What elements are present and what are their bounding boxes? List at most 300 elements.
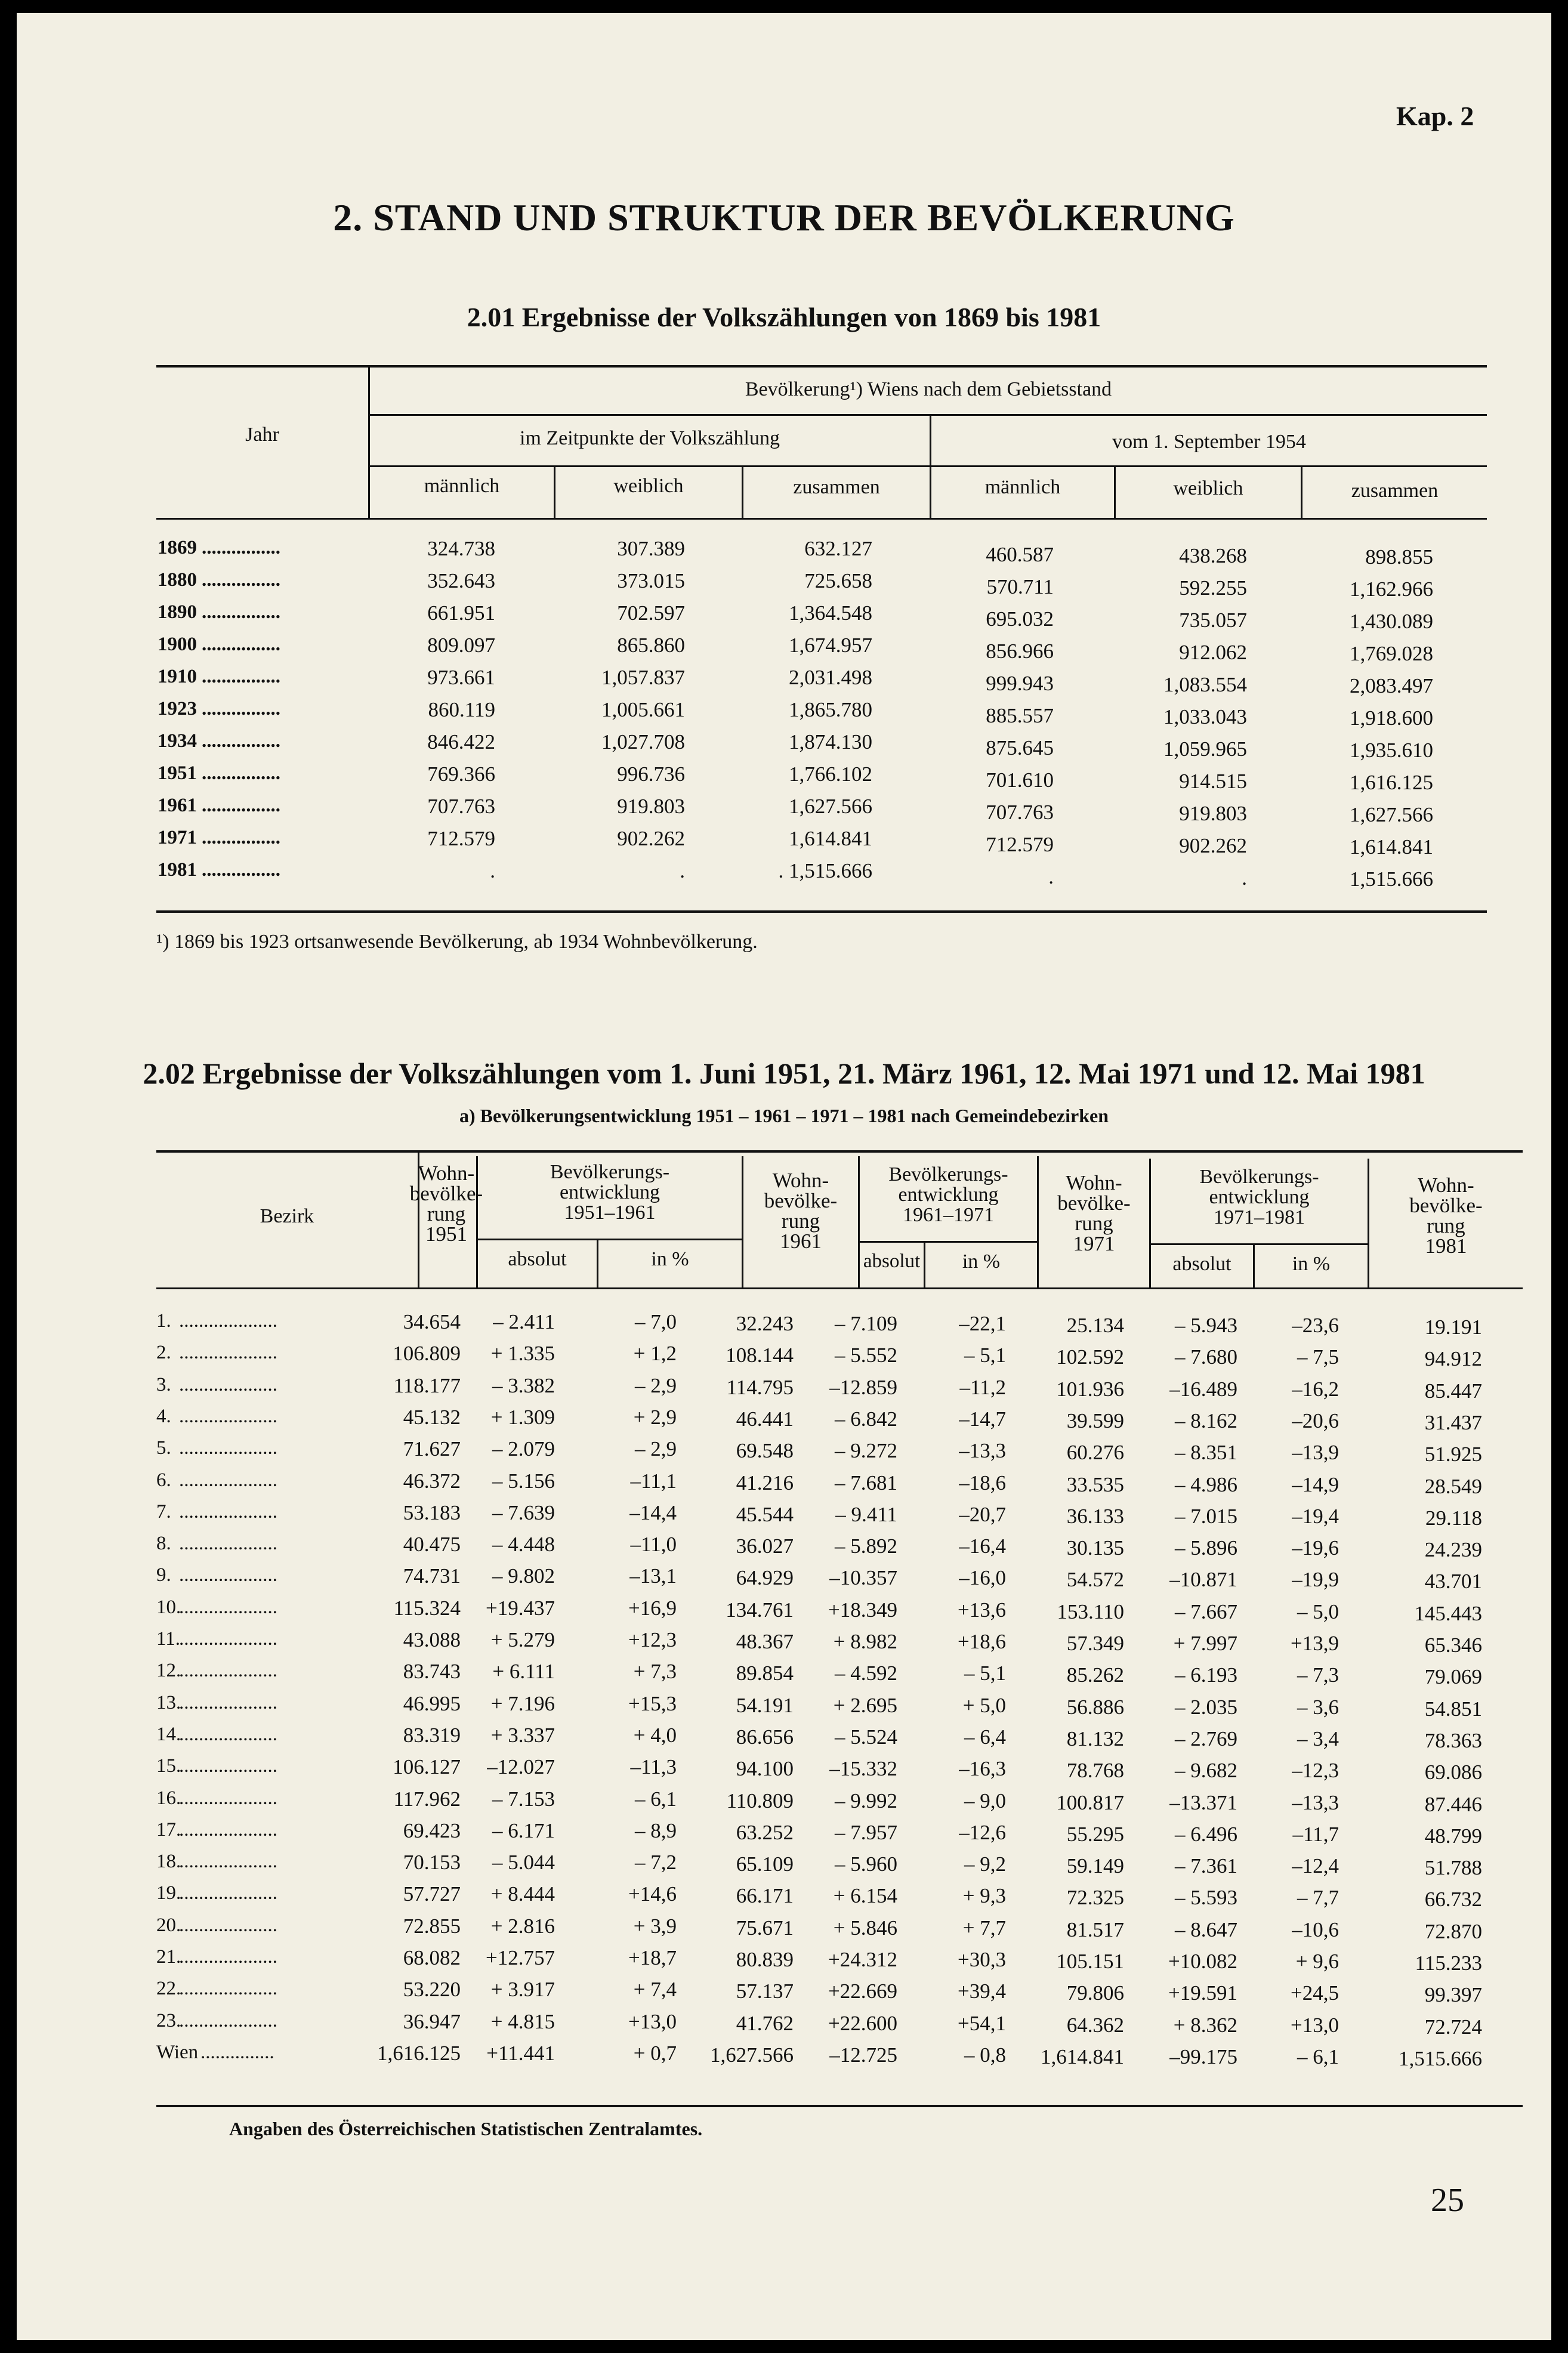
table2-cell: + 2.695: [833, 1693, 897, 1717]
leader-dots: ....................: [179, 1373, 277, 1395]
table2-cell: –22,1: [959, 1312, 1006, 1335]
table1-cell: 632.127: [804, 537, 872, 560]
table2-cell: – 7,2: [635, 1851, 677, 1875]
year-label: 1923: [158, 698, 197, 720]
leader-dots: ....................: [179, 1660, 277, 1682]
table1-cell: 707.763: [986, 801, 1054, 824]
bezirk-label: 20.: [156, 1914, 181, 1936]
table2-cell: 65.346: [1424, 1633, 1482, 1657]
table1-cell: 702.597: [617, 601, 685, 625]
table2-cell: –10.871: [1169, 1568, 1237, 1592]
table2-cell: + 4.815: [490, 2009, 555, 2033]
year-label: 1971: [158, 827, 197, 848]
table2-cell: + 6.111: [492, 1660, 555, 1684]
bezirk-label: 1.: [156, 1310, 171, 1332]
table2-cell: – 5.593: [1175, 1886, 1237, 1910]
table2-cell: –19,4: [1292, 1504, 1339, 1528]
table1-title: 2.01 Ergebnisse der Volkszählungen von 1869 bis 1981: [467, 302, 1101, 332]
leader-dots: ................: [202, 762, 280, 784]
table2-cell: +19.437: [486, 1596, 555, 1620]
table2-cell: 74.731: [403, 1564, 461, 1588]
table2-cell: 54.191: [736, 1693, 794, 1717]
table2-cell: 54.851: [1424, 1697, 1482, 1721]
table2-cell: 48.367: [736, 1630, 794, 1653]
bezirk-label: 14.: [156, 1723, 181, 1745]
table2-cell: –20,7: [959, 1502, 1006, 1526]
col-maennlich-a: männlich: [424, 475, 500, 497]
table2-cell: 54.572: [1066, 1568, 1124, 1592]
table2-cell: – 8.351: [1175, 1441, 1237, 1465]
table2-title: 2.02 Ergebnisse der Volkszählungen vom 1. Juni 1951, 21. März 1961, 12. Mai 1971 und 12. Mai 1981: [143, 1057, 1425, 1090]
table2-cell: 1,614.841: [1041, 2045, 1124, 2068]
table1-cell: 856.966: [986, 640, 1054, 663]
bezirk-label: Wien: [156, 2041, 199, 2063]
table2-cell: +18,7: [628, 1946, 677, 1969]
table1-cell: 460.587: [986, 543, 1054, 566]
table2-cell: + 4,0: [633, 1723, 677, 1747]
leader-dots: ....................: [179, 1946, 277, 1968]
table2-cell: 41.216: [736, 1471, 794, 1494]
table2-cell: 72.724: [1424, 2015, 1482, 2039]
table2-cell: + 8.982: [833, 1630, 897, 1653]
table1-cell: 912.062: [1179, 641, 1247, 664]
table2-cell: –11,1: [630, 1469, 677, 1493]
table2-cell: 46.995: [403, 1691, 461, 1715]
table2-cell: 63.252: [736, 1820, 794, 1844]
table2-cell: 66.732: [1424, 1888, 1482, 1912]
table2-cell: –12,4: [1292, 1854, 1339, 1878]
table1-cell: 1,430.089: [1350, 610, 1433, 633]
table1-cell: 1,005.661: [601, 698, 685, 721]
table2-cell: – 4.592: [835, 1662, 897, 1685]
table2-cell: 36.133: [1066, 1504, 1124, 1528]
leader-dots: ................: [202, 859, 280, 881]
bezirk-label: 7.: [156, 1500, 171, 1523]
dev-1951-1961-header: Bevölkerungs- entwicklung 1951–1961: [550, 1161, 670, 1224]
col-bezirk-header: Bezirk: [260, 1205, 314, 1227]
leader-dots: ....................: [179, 1914, 277, 1936]
table2-cell: 69.423: [403, 1818, 461, 1842]
table2-cell: 64.362: [1066, 2013, 1124, 2037]
table2-cell: –11,7: [1292, 1822, 1339, 1846]
table2-cell: + 7,3: [633, 1660, 677, 1684]
table2-cell: 99.397: [1424, 1983, 1482, 2007]
table2-cell: – 5.892: [835, 1534, 897, 1558]
table2-cell: 105.151: [1056, 1950, 1124, 1973]
table1-footnote: ¹) 1869 bis 1923 ortsanwesende Bevölkerung, ab 1934 Wohnbevölkerung.: [156, 931, 758, 953]
table2-cell: +12.757: [486, 1946, 555, 1969]
bezirk-label: 8.: [156, 1533, 171, 1555]
table2-cell: 106.809: [393, 1342, 461, 1366]
table1-cell: 735.057: [1179, 609, 1247, 632]
table1-cell: 875.645: [986, 736, 1054, 759]
table2-cell: 39.599: [1066, 1409, 1124, 1432]
table2-cell: 83.743: [403, 1660, 461, 1684]
table1-cell: 973.661: [427, 666, 495, 689]
table1-cell: 1,027.708: [601, 730, 685, 754]
table2-cell: – 7,0: [635, 1310, 677, 1333]
bezirk-label: 13.: [156, 1691, 181, 1713]
table1-cell: 307.389: [617, 537, 685, 560]
table2-cell: 72.855: [403, 1914, 461, 1938]
table2-cell: –13,1: [629, 1564, 677, 1588]
table2-cell: –12.027: [487, 1755, 555, 1779]
leader-dots: ....................: [179, 1851, 277, 1873]
table1-cell: 885.557: [986, 704, 1054, 727]
table1-cell: 1,057.837: [601, 666, 685, 689]
table2-cell: 46.441: [736, 1407, 794, 1431]
table2-cell: 60.276: [1066, 1441, 1124, 1465]
table2-cell: +22.600: [828, 2011, 897, 2035]
table2-cell: 48.799: [1424, 1824, 1482, 1848]
table1-cell: 914.515: [1179, 770, 1247, 793]
table2-cell: 51.788: [1424, 1856, 1482, 1880]
bezirk-label: 2.: [156, 1342, 171, 1364]
table1-cell: 1,769.028: [1350, 642, 1433, 665]
table2-cell: – 5.044: [492, 1851, 555, 1875]
leader-dots: ....................: [179, 1723, 277, 1745]
table2-cell: + 7,4: [633, 1978, 677, 2002]
table1-cell: 1,059.965: [1163, 737, 1247, 761]
table2-cell: – 7.015: [1175, 1504, 1237, 1528]
table2-cell: + 7.196: [490, 1691, 555, 1715]
table1-cell: .: [1242, 866, 1247, 890]
table2-cell: 25.134: [1066, 1314, 1124, 1337]
table1-cell: 1,614.841: [1350, 835, 1433, 859]
leader-dots: ...............: [200, 2041, 274, 2063]
table1-cell: 865.860: [617, 634, 685, 657]
table2-cell: + 7,7: [962, 1916, 1006, 1940]
year-label: 1880: [158, 569, 197, 591]
table2-cell: – 5,1: [964, 1344, 1006, 1367]
year-label: 1869: [158, 537, 197, 558]
table2-cell: – 6.842: [835, 1407, 897, 1431]
leader-dots: ....................: [179, 1310, 277, 1332]
table2-cell: 100.817: [1056, 1790, 1124, 1814]
table2-cell: 115.233: [1415, 1951, 1482, 1975]
table2-cell: 53.183: [403, 1500, 461, 1524]
bezirk-label: 9.: [156, 1564, 171, 1586]
table2-cell: + 5.846: [833, 1916, 897, 1940]
table1-cell: 898.855: [1365, 545, 1433, 569]
table1-cell: 373.015: [617, 569, 685, 592]
table1-cell: 352.643: [427, 569, 495, 592]
table2-cell: – 3,4: [1297, 1727, 1339, 1750]
col-pct-1: in %: [651, 1248, 689, 1270]
table2-cell: 68.082: [403, 1946, 461, 1969]
table2-cell: – 7.109: [835, 1312, 897, 1335]
table2-cell: –13,3: [959, 1439, 1006, 1463]
bezirk-label: 22.: [156, 1978, 181, 2000]
table2-cell: +11.441: [486, 2041, 555, 2065]
table2-cell: 106.127: [393, 1755, 461, 1779]
table1-cell: .: [490, 859, 495, 882]
table2-cell: –10.357: [829, 1566, 897, 1590]
table1-cell: 2,083.497: [1350, 674, 1433, 697]
table2-cell: – 7.680: [1175, 1345, 1237, 1369]
table2-cell: 65.109: [736, 1852, 794, 1876]
year-label: 1981: [158, 859, 197, 881]
table2-cell: –15.332: [829, 1757, 897, 1781]
leader-dots: ................: [202, 827, 280, 848]
table2-cell: 70.153: [403, 1851, 461, 1875]
census-date-header: im Zeitpunkte der Volkszählung: [520, 427, 780, 449]
leader-dots: ....................: [179, 1437, 277, 1459]
table2-cell: – 9.682: [1175, 1759, 1237, 1783]
table2-cell: – 0,8: [964, 2043, 1006, 2067]
table2-cell: 64.929: [736, 1566, 794, 1590]
table2-cell: – 7,5: [1297, 1345, 1339, 1369]
bezirk-label: 5.: [156, 1437, 171, 1459]
table1-cell: 1,083.554: [1163, 673, 1247, 696]
wohn-1951-header: Wohn- bevölke- rung 1951: [409, 1162, 483, 1246]
table2-cell: + 2.816: [490, 1914, 555, 1938]
table2-cell: + 8.444: [490, 1882, 555, 1906]
table2-cell: – 6.171: [492, 1818, 555, 1842]
table2-cell: 71.627: [403, 1437, 461, 1461]
dev-1961-1971-header: Bevölkerungs- entwicklung 1961–1971: [888, 1163, 1008, 1226]
table2-cell: 145.443: [1414, 1601, 1482, 1625]
table2-cell: 101.936: [1056, 1377, 1124, 1401]
table2-cell: +13,9: [1291, 1632, 1339, 1655]
table2-cell: –12.725: [829, 2043, 897, 2067]
table2-cell: 94.912: [1424, 1347, 1482, 1371]
table2-cell: +13,6: [958, 1598, 1006, 1622]
table2-cell: 69.548: [736, 1439, 794, 1463]
leader-dots: ....................: [179, 1533, 277, 1555]
table2-cell: +24.312: [828, 1948, 897, 1971]
wohn-1961-header: Wohn- bevölke- rung 1961: [764, 1169, 838, 1253]
table2-cell: +15,3: [628, 1691, 677, 1715]
table1-cell: 712.579: [427, 827, 495, 850]
dev-1971-1981-header: Bevölkerungs- entwicklung 1971–1981: [1199, 1166, 1319, 1228]
leader-dots: ....................: [179, 1564, 277, 1586]
table2-cell: – 6,1: [1297, 2045, 1339, 2068]
table2-cell: 72.325: [1066, 1886, 1124, 1910]
leader-dots: ................: [202, 795, 280, 816]
year-label: 1890: [158, 601, 197, 623]
table1-cell: 701.610: [986, 768, 1054, 792]
col-zusammen-b: zusammen: [1351, 480, 1439, 502]
table2-cell: 46.372: [403, 1469, 461, 1493]
year-label: 1934: [158, 730, 197, 752]
table2-cell: 43.088: [403, 1628, 461, 1651]
table2-cell: 55.295: [1066, 1822, 1124, 1846]
table2-cell: 45.544: [736, 1502, 794, 1526]
table2-cell: +13,0: [628, 2009, 677, 2033]
table2-cell: 51.925: [1424, 1443, 1482, 1466]
leader-dots: ....................: [179, 1755, 277, 1777]
table2-cell: 85.262: [1066, 1663, 1124, 1687]
table2-cell: – 9.272: [835, 1439, 897, 1463]
table2-cell: 24.239: [1424, 1538, 1482, 1562]
table2-cell: +14,6: [628, 1882, 677, 1906]
table1-cell: 1,627.566: [1350, 803, 1433, 826]
table2-cell: 53.220: [403, 1978, 461, 2002]
table2-cell: –99.175: [1169, 2045, 1237, 2068]
col-year-header: Jahr: [245, 424, 279, 446]
leader-dots: ................: [202, 634, 280, 655]
table2-cell: –16,4: [959, 1534, 1006, 1558]
table2-cell: – 7.667: [1175, 1599, 1237, 1623]
page-number: 25: [1431, 2182, 1464, 2219]
table2-cell: – 8.647: [1175, 1917, 1237, 1941]
table1-cell: 1,627.566: [789, 795, 872, 818]
table2-cell: – 9.992: [835, 1789, 897, 1812]
table2-cell: + 1,2: [633, 1342, 677, 1366]
table2-cell: 31.437: [1424, 1410, 1482, 1434]
table2-cell: 94.100: [736, 1757, 794, 1781]
table2-cell: – 2,9: [635, 1373, 677, 1397]
table1-cell: 324.738: [427, 537, 495, 560]
table2-cell: 75.671: [736, 1916, 794, 1940]
year-label: 1951: [158, 762, 197, 784]
table2-cell: – 9.411: [835, 1502, 897, 1526]
table2-cell: 66.171: [736, 1884, 794, 1908]
table2-cell: –13,9: [1292, 1441, 1339, 1465]
table2-cell: 80.839: [736, 1948, 794, 1971]
bezirk-label: 21.: [156, 1946, 181, 1968]
table2-cell: – 5,0: [1297, 1599, 1339, 1623]
table2-cell: 1,627.566: [710, 2043, 794, 2067]
table2-cell: 69.086: [1424, 1761, 1482, 1784]
bezirk-label: 11.: [156, 1628, 181, 1650]
table2-cell: – 5.960: [835, 1852, 897, 1876]
table2-cell: – 6,4: [964, 1725, 1006, 1749]
bezirk-label: 18.: [156, 1851, 181, 1873]
table2-cell: –16.489: [1169, 1377, 1237, 1401]
table2-cell: 89.854: [736, 1662, 794, 1685]
leader-dots: ....................: [179, 2009, 277, 2031]
table1-cell: . 1,515.666: [778, 859, 872, 882]
table1-cell: 919.803: [1179, 802, 1247, 825]
table1-cell: 1,874.130: [789, 730, 872, 754]
table2-cell: 83.319: [403, 1723, 461, 1747]
table2-cell: + 9,6: [1295, 1950, 1339, 1973]
table2-cell: 1,616.125: [377, 2041, 461, 2065]
bezirk-label: 17.: [156, 1818, 181, 1841]
table2-cell: + 5.279: [490, 1628, 555, 1651]
table2-cell: 78.363: [1424, 1728, 1482, 1752]
table2-cell: –13,3: [1292, 1790, 1339, 1814]
table2-cell: – 5.943: [1175, 1314, 1237, 1337]
leader-dots: ................: [202, 569, 280, 591]
table2-cell: – 4.986: [1175, 1472, 1237, 1496]
table2-cell: –11,2: [959, 1375, 1006, 1399]
table2-cell: –12,6: [959, 1820, 1006, 1844]
table1-cell: 902.262: [1179, 834, 1247, 857]
table2-cell: 78.768: [1066, 1759, 1124, 1783]
table2-cell: –12,3: [1292, 1759, 1339, 1783]
table2-cell: 85.447: [1424, 1379, 1482, 1403]
table2-cell: –16,0: [959, 1566, 1006, 1590]
table2-cell: – 9,0: [964, 1789, 1006, 1812]
table2-cell: – 9.802: [492, 1564, 555, 1588]
table2-cell: 79.806: [1066, 1981, 1124, 2005]
table1-cell: 1,766.102: [789, 762, 872, 786]
table2-cell: –14,4: [629, 1500, 677, 1524]
table2-cell: 29.118: [1425, 1506, 1482, 1530]
table2-cell: 57.137: [736, 1980, 794, 2003]
year-label: 1910: [158, 666, 197, 687]
table2-cell: – 7.153: [492, 1787, 555, 1811]
bezirk-label: 3.: [156, 1373, 171, 1395]
table1-cell: .: [1048, 865, 1054, 888]
table2-cell: 30.135: [1066, 1536, 1124, 1560]
table2-cell: 86.656: [736, 1725, 794, 1749]
table2-cell: + 6.154: [833, 1884, 897, 1908]
bezirk-label: 10.: [156, 1596, 181, 1618]
boundary-1954-header: vom 1. September 1954: [1112, 431, 1306, 453]
table2-cell: 1,515.666: [1399, 2046, 1482, 2070]
table1-cell: 1,674.957: [789, 634, 872, 657]
table2-cell: 56.886: [1066, 1695, 1124, 1719]
table2-cell: – 2.411: [493, 1310, 555, 1333]
table2-cell: – 7,3: [1297, 1663, 1339, 1687]
table2-cell: –16,3: [959, 1757, 1006, 1781]
leader-dots: ................: [202, 698, 280, 720]
leader-dots: ....................: [179, 1818, 277, 1841]
table2-cell: +18.349: [828, 1598, 897, 1622]
bezirk-label: 23.: [156, 2009, 181, 2031]
table1-cell: 592.255: [1179, 576, 1247, 600]
bezirk-label: 15.: [156, 1755, 181, 1777]
table1-cell: 438.268: [1179, 544, 1247, 567]
table1-cell: 769.366: [427, 762, 495, 786]
wohn-1981-header: Wohn- bevölke- rung 1981: [1409, 1174, 1483, 1258]
bezirk-label: 6.: [156, 1469, 171, 1491]
table2-cell: – 7,7: [1297, 1886, 1339, 1910]
table2-cell: –12.859: [829, 1375, 897, 1399]
table2-cell: 81.517: [1066, 1917, 1124, 1941]
col-pct-3: in %: [1292, 1253, 1331, 1275]
leader-dots: ....................: [179, 1405, 277, 1427]
table1-cell: 809.097: [427, 634, 495, 657]
table1-cell: 999.943: [986, 672, 1054, 695]
table2-cell: + 3.337: [490, 1723, 555, 1747]
table2-cell: – 7.361: [1175, 1854, 1237, 1878]
table2-cell: 43.701: [1424, 1570, 1482, 1594]
table1-cell: 1,033.043: [1163, 705, 1247, 728]
bezirk-label: 12.: [156, 1660, 181, 1682]
table1-cell: 707.763: [427, 795, 495, 818]
table2-cell: – 5.896: [1175, 1536, 1237, 1560]
leader-dots: ....................: [179, 1342, 277, 1364]
table2-cell: 110.809: [726, 1789, 794, 1812]
table1-cell: .: [680, 859, 685, 882]
col-weiblich-a: weiblich: [613, 475, 684, 497]
table2-cell: +16,9: [628, 1596, 677, 1620]
table2-cell: 57.727: [403, 1882, 461, 1906]
table2-cell: 57.349: [1066, 1632, 1124, 1655]
table1-cell: 712.579: [986, 833, 1054, 856]
table1-cell: 919.803: [617, 795, 685, 818]
table2-cell: 34.654: [403, 1310, 461, 1333]
table2-cell: 36.027: [736, 1534, 794, 1558]
table2-cell: – 2,9: [635, 1437, 677, 1461]
col-maennlich-b: männlich: [984, 476, 1061, 498]
table2-cell: 36.947: [403, 2009, 461, 2033]
leader-dots: ....................: [179, 1882, 277, 1904]
table2-cell: – 8.162: [1175, 1409, 1237, 1432]
table2-cell: – 6.193: [1175, 1663, 1237, 1687]
table1-cell: 1,935.610: [1350, 739, 1433, 762]
leader-dots: ....................: [179, 1469, 277, 1491]
bezirk-label: 19.: [156, 1882, 181, 1904]
table2-cell: +30,3: [958, 1948, 1006, 1971]
table2-cell: +19.591: [1168, 1981, 1237, 2005]
table2-cell: – 5.552: [835, 1344, 897, 1367]
